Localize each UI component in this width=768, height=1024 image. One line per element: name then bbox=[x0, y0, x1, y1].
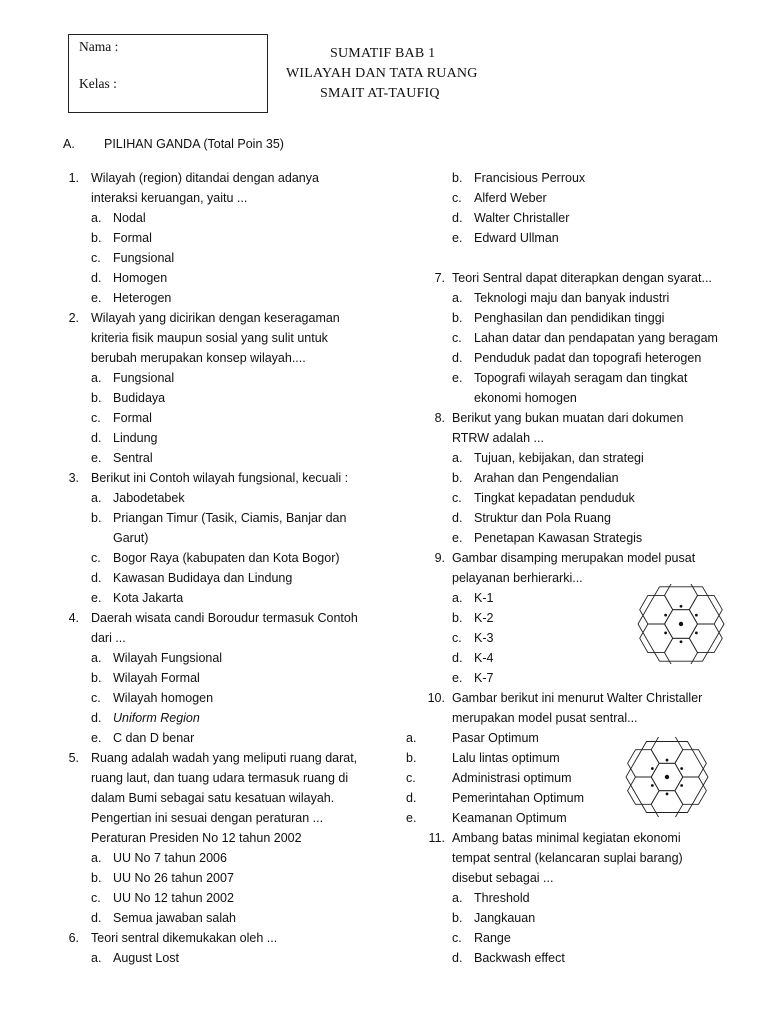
option-text: Kawasan Budidaya dan Lindung bbox=[113, 571, 293, 585]
option-text: Jabodetabek bbox=[113, 491, 185, 505]
question-number: 4. bbox=[68, 611, 79, 625]
question-number: 7. bbox=[434, 271, 445, 285]
option-text: Francisious Perroux bbox=[474, 171, 586, 185]
option-letter: e. bbox=[452, 371, 463, 385]
question-number: 9. bbox=[434, 551, 445, 565]
option-text: Lahan datar dan pendapatan yang beragam bbox=[474, 331, 718, 345]
option-letter: b. bbox=[406, 751, 417, 765]
option-text: Jangkauan bbox=[474, 911, 536, 925]
option-text: Tujuan, kebijakan, dan strategi bbox=[474, 451, 644, 465]
option-letter: b. bbox=[452, 311, 463, 325]
option-letter: c. bbox=[91, 891, 101, 905]
option-text: Pemerintahan Optimum bbox=[452, 791, 585, 805]
option-letter: b. bbox=[91, 231, 102, 245]
option-text: Lindung bbox=[113, 431, 158, 445]
question-text: Pengertian ini sesuai dengan peraturan ... bbox=[91, 811, 324, 825]
question-text: dalam Bumi sebagai satu kesatuan wilayah. bbox=[91, 791, 335, 805]
option-letter: d. bbox=[406, 791, 417, 805]
option-text: Administrasi optimum bbox=[452, 771, 572, 785]
option-letter: a. bbox=[452, 591, 463, 605]
small-hexagon bbox=[689, 595, 722, 624]
question-text: Gambar berikut ini menurut Walter Christaller bbox=[452, 691, 703, 705]
option-letter: d. bbox=[91, 431, 102, 445]
small-hexagon bbox=[628, 777, 660, 804]
question-number: 5. bbox=[68, 751, 79, 765]
option-text: Topografi wilayah seragam dan tingkat bbox=[474, 371, 688, 385]
option-text: Teknologi maju dan banyak industri bbox=[474, 291, 670, 305]
option-letter: b. bbox=[452, 911, 463, 925]
option-letter: d. bbox=[91, 571, 102, 585]
question-number: 11. bbox=[428, 831, 445, 845]
option-letter: b. bbox=[452, 471, 463, 485]
section-letter: A. bbox=[63, 137, 75, 151]
central-place-dot bbox=[665, 775, 669, 779]
small-hexagon bbox=[640, 595, 673, 624]
doc-title-3: SMAIT AT-TAUFIQ bbox=[320, 86, 440, 101]
option-text: Priangan Timur (Tasik, Ciamis, Banjar dan bbox=[113, 511, 347, 525]
option-text: Tingkat kepadatan penduduk bbox=[474, 491, 635, 505]
option-text: K-1 bbox=[474, 591, 494, 605]
option-text: Bogor Raya (kabupaten dan Kota Bogor) bbox=[113, 551, 340, 565]
option-text: Alferd Weber bbox=[474, 191, 547, 205]
option-letter: b. bbox=[452, 171, 463, 185]
question-text: Berikut yang bukan muatan dari dokumen bbox=[452, 411, 684, 425]
option-letter: d. bbox=[452, 211, 463, 225]
option-text: Threshold bbox=[474, 891, 530, 905]
market-dot bbox=[651, 767, 654, 770]
nama-label: Nama : bbox=[79, 39, 119, 54]
option-text: Penduduk padat dan topografi heterogen bbox=[474, 351, 702, 365]
option-letter: d. bbox=[452, 351, 463, 365]
question-text: Ruang adalah wadah yang meliputi ruang darat, bbox=[91, 751, 358, 765]
option-letter: b. bbox=[91, 871, 102, 885]
question-number: 1. bbox=[68, 171, 79, 185]
market-dot bbox=[680, 784, 683, 787]
option-letter: e. bbox=[406, 811, 417, 825]
question-number: 10. bbox=[427, 691, 445, 705]
option-letter: a. bbox=[406, 731, 417, 745]
option-letter: a. bbox=[91, 951, 102, 965]
option-letter: c. bbox=[91, 411, 101, 425]
option-letter: a. bbox=[91, 211, 102, 225]
question-text: ruang laut, dan tuang udara termasuk ruang di bbox=[91, 771, 349, 785]
option-letter: c. bbox=[91, 551, 101, 565]
option-letter: b. bbox=[91, 671, 102, 685]
option-letter: a. bbox=[91, 651, 102, 665]
central-place-dot bbox=[679, 622, 683, 626]
option-letter: d. bbox=[91, 711, 102, 725]
question-text: Daerah wisata candi Boroudur termasuk Contoh bbox=[91, 611, 358, 625]
option-text: Wilayah Fungsional bbox=[113, 651, 223, 665]
small-hexagon bbox=[675, 777, 707, 804]
question-text: Gambar disamping merupakan model pusat bbox=[452, 551, 696, 565]
option-text: Formal bbox=[113, 231, 152, 245]
question-text: interaksi keruangan, yaitu ... bbox=[91, 191, 248, 205]
question-text: kriteria fisik maupun sosial yang sulit untuk bbox=[91, 331, 328, 345]
market-dot bbox=[666, 759, 669, 762]
option-letter: c. bbox=[452, 331, 462, 345]
market-dot bbox=[680, 767, 683, 770]
question-text: Peraturan Presiden No 12 tahun 2002 bbox=[91, 831, 302, 845]
option-letter: d. bbox=[91, 271, 102, 285]
option-text: Backwash effect bbox=[474, 951, 565, 965]
option-text: Heterogen bbox=[113, 291, 172, 305]
option-letter: c. bbox=[452, 931, 462, 945]
option-text: K-2 bbox=[474, 611, 494, 625]
market-dot bbox=[651, 784, 654, 787]
option-text: Sentral bbox=[113, 451, 153, 465]
option-letter: b. bbox=[452, 611, 463, 625]
option-letter: d. bbox=[452, 651, 463, 665]
question-text: disebut sebagai ... bbox=[452, 871, 554, 885]
option-letter: e. bbox=[452, 531, 463, 545]
option-text: UU No 7 tahun 2006 bbox=[113, 851, 227, 865]
option-letter: e. bbox=[91, 591, 102, 605]
option-text: Semua jawaban salah bbox=[113, 911, 236, 925]
option-text: Lalu lintas optimum bbox=[452, 751, 560, 765]
option-text: Fungsional bbox=[113, 371, 175, 385]
option-text: Arahan dan Pengendalian bbox=[474, 471, 619, 485]
option-letter: e. bbox=[91, 291, 102, 305]
question-number: 8. bbox=[434, 411, 445, 425]
question-number: 2. bbox=[68, 311, 79, 325]
doc-title-2: WILAYAH DAN TATA RUANG bbox=[286, 66, 478, 81]
option-text: August Lost bbox=[113, 951, 180, 965]
option-text: Keamanan Optimum bbox=[452, 811, 567, 825]
option-text: C dan D benar bbox=[113, 731, 195, 745]
section-title: PILIHAN GANDA (Total Poin 35) bbox=[104, 137, 284, 151]
option-letter: c. bbox=[91, 251, 101, 265]
option-text: Garut) bbox=[113, 531, 149, 545]
option-letter: b. bbox=[91, 511, 102, 525]
option-letter: a. bbox=[452, 891, 463, 905]
option-text: Nodal bbox=[113, 211, 146, 225]
option-text: Range bbox=[474, 931, 511, 945]
option-text: Wilayah homogen bbox=[113, 691, 214, 705]
hexagon-lattice-q10 bbox=[624, 737, 710, 817]
option-letter: a. bbox=[91, 851, 102, 865]
option-text: Formal bbox=[113, 411, 152, 425]
market-dot bbox=[680, 605, 683, 608]
option-letter: a. bbox=[91, 371, 102, 385]
option-text: ekonomi homogen bbox=[474, 391, 577, 405]
question-text: Wilayah yang dicirikan dengan keseragaman bbox=[91, 311, 340, 325]
question-text: Teori Sentral dapat diterapkan dengan syarat... bbox=[452, 271, 712, 285]
option-letter: d. bbox=[452, 511, 463, 525]
question-number: 3. bbox=[68, 471, 79, 485]
market-dot bbox=[695, 614, 698, 617]
hexagon-lattice-q9 bbox=[636, 584, 726, 664]
option-letter: e. bbox=[452, 231, 463, 245]
option-text: UU No 26 tahun 2007 bbox=[113, 871, 234, 885]
option-letter: d. bbox=[91, 911, 102, 925]
option-letter: a. bbox=[452, 291, 463, 305]
option-letter: c. bbox=[91, 691, 101, 705]
small-hexagon bbox=[640, 624, 673, 653]
option-text: Kota Jakarta bbox=[113, 591, 184, 605]
question-text: dari ... bbox=[91, 631, 126, 645]
market-dot bbox=[666, 793, 669, 796]
option-letter: e. bbox=[91, 731, 102, 745]
option-letter: e. bbox=[452, 671, 463, 685]
option-text: Uniform Region bbox=[113, 711, 200, 725]
option-text: Edward Ullman bbox=[474, 231, 559, 245]
question-number: 6. bbox=[68, 931, 79, 945]
option-text: K-7 bbox=[474, 671, 494, 685]
option-letter: e. bbox=[91, 451, 102, 465]
question-text: berubah merupakan konsep wilayah.... bbox=[91, 351, 306, 365]
option-text: Struktur dan Pola Ruang bbox=[474, 511, 611, 525]
kelas-label: Kelas : bbox=[79, 76, 117, 91]
small-hexagon bbox=[628, 750, 660, 777]
market-dot bbox=[664, 614, 667, 617]
market-dot bbox=[680, 640, 683, 643]
option-text: K-4 bbox=[474, 651, 494, 665]
question-text: Berikut ini Contoh wilayah fungsional, kecuali : bbox=[91, 471, 349, 485]
option-text: Walter Christaller bbox=[474, 211, 570, 225]
option-text: Budidaya bbox=[113, 391, 166, 405]
question-text: Wilayah (region) ditandai dengan adanya bbox=[91, 171, 319, 185]
option-text: Homogen bbox=[113, 271, 168, 285]
option-letter: a. bbox=[452, 451, 463, 465]
option-letter: c. bbox=[452, 191, 462, 205]
option-text: Penetapan Kawasan Strategis bbox=[474, 531, 643, 545]
market-dot bbox=[695, 631, 698, 634]
small-hexagon bbox=[675, 750, 707, 777]
option-text: Pasar Optimum bbox=[452, 731, 539, 745]
market-dot bbox=[664, 631, 667, 634]
question-text: Teori sentral dikemukakan oleh ... bbox=[91, 931, 278, 945]
option-letter: b. bbox=[91, 391, 102, 405]
question-text: pelayanan berhierarki... bbox=[452, 571, 583, 585]
question-text: RTRW adalah ... bbox=[452, 431, 544, 445]
identity-box bbox=[68, 34, 268, 113]
option-text: Fungsional bbox=[113, 251, 175, 265]
option-text: K-3 bbox=[474, 631, 494, 645]
question-text: tempat sentral (kelancaran suplai barang) bbox=[452, 851, 683, 865]
option-letter: d. bbox=[452, 951, 463, 965]
option-letter: c. bbox=[406, 771, 416, 785]
option-letter: a. bbox=[91, 491, 102, 505]
question-text: Ambang batas minimal kegiatan ekonomi bbox=[452, 831, 681, 845]
small-hexagon bbox=[689, 624, 722, 653]
question-text: merupakan model pusat sentral... bbox=[452, 711, 638, 725]
option-letter: c. bbox=[452, 631, 462, 645]
doc-title-1: SUMATIF BAB 1 bbox=[330, 46, 436, 61]
option-letter: c. bbox=[452, 491, 462, 505]
option-text: Wilayah Formal bbox=[113, 671, 200, 685]
option-text: Penghasilan dan pendidikan tinggi bbox=[474, 311, 665, 325]
option-text: UU No 12 tahun 2002 bbox=[113, 891, 234, 905]
